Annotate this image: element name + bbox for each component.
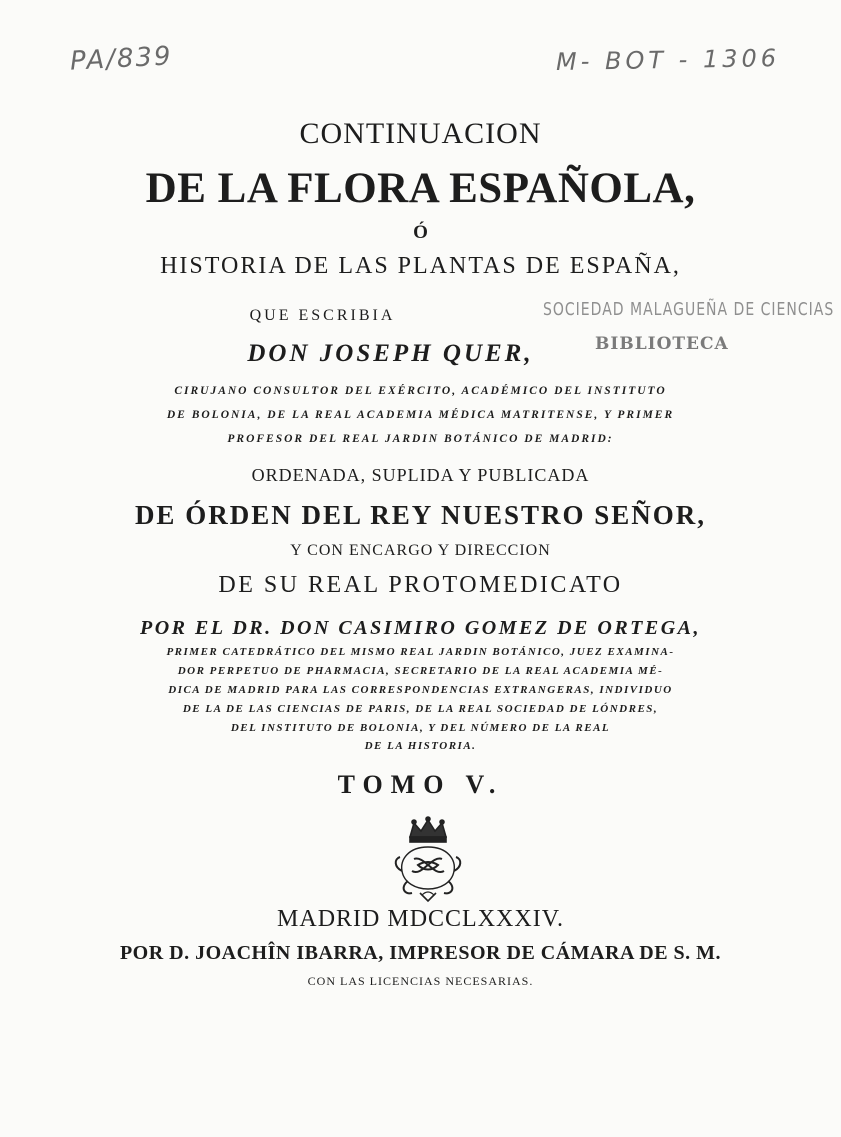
editor-description-line: DE LA DE LAS CIENCIAS DE PARIS, DE LA REAL SOCIEDAD DE LÓNDRES, — [182, 703, 659, 715]
volume-number: TOMO V. — [337, 770, 504, 799]
editor-description-line: PRIMER CATEDRÁTICO DEL MISMO REAL JARDIN BOTÁNICO, JUEZ EXAMINA- — [166, 646, 675, 658]
que-escribia: QUE ESCRIBIA — [249, 307, 396, 324]
author-description-line: DE BOLONIA, DE LA REAL ACADEMIA MÉDICA MATRITENSE, Y PRIMER — [166, 409, 675, 421]
imprint-license: CON LAS LICENCIAS NECESARIAS. — [307, 974, 534, 988]
author-description-line: CIRUJANO CONSULTOR DEL EXÉRCITO, ACADÉMICO DEL INSTITUTO — [174, 385, 667, 397]
shelfmark-right: M- BOT - 1306 — [555, 44, 781, 76]
ordenada-line: ORDENADA, SUPLIDA Y PUBLICADA — [251, 465, 590, 485]
library-stamp-society: SOCIEDAD MALAGUEÑA DE CIENCIAS — [543, 300, 835, 320]
author-description-line: PROFESOR DEL REAL JARDIN BOTÁNICO DE MADRID: — [227, 433, 614, 445]
main-title: DE LA FLORA ESPAÑOLA, — [145, 165, 696, 212]
editor-name: POR EL DR. DON CASIMIRO GOMEZ DE ORTEGA, — [140, 617, 701, 639]
encargo-line: Y CON ENCARGO Y DIRECCION — [290, 542, 551, 559]
protomedicato-line: DE SU REAL PROTOMEDICATO — [218, 572, 623, 598]
editor-description-line: DEL INSTITUTO DE BOLONIA, Y DEL NÚMERO DE LA REAL — [230, 722, 611, 734]
subtitle: HISTORIA DE LAS PLANTAS DE ESPAÑA, — [160, 253, 681, 279]
royal-order-line: DE ÓRDEN DEL REY NUESTRO SEÑOR, — [134, 500, 707, 530]
author-name: DON JOSEPH QUER, — [247, 340, 534, 367]
title-conjunction: Ó — [413, 222, 428, 243]
title-line-continuacion: CONTINUACION — [299, 117, 542, 150]
imprint-place-date: MADRID MDCCLXXXIV. — [277, 906, 564, 932]
library-stamp-biblioteca: BIBLIOTECA — [595, 334, 729, 354]
editor-description-line: DICA DE MADRID PARA LAS CORRESPONDENCIAS EXTRANGERAS, INDIVIDUO — [168, 684, 673, 696]
royal-crown-monogram-icon — [388, 815, 468, 905]
imprint-printer: POR D. JOACHÎN IBARRA, IMPRESOR DE CÁMARA DE S. M. — [119, 942, 722, 964]
editor-description-line: DOR PERPETUO DE PHARMACIA, SECRETARIO DE LA REAL ACADEMIA MÉ- — [177, 665, 664, 677]
shelfmark-left: PA/839 — [69, 41, 174, 77]
editor-description-line: DE LA HISTORIA. — [364, 740, 477, 752]
